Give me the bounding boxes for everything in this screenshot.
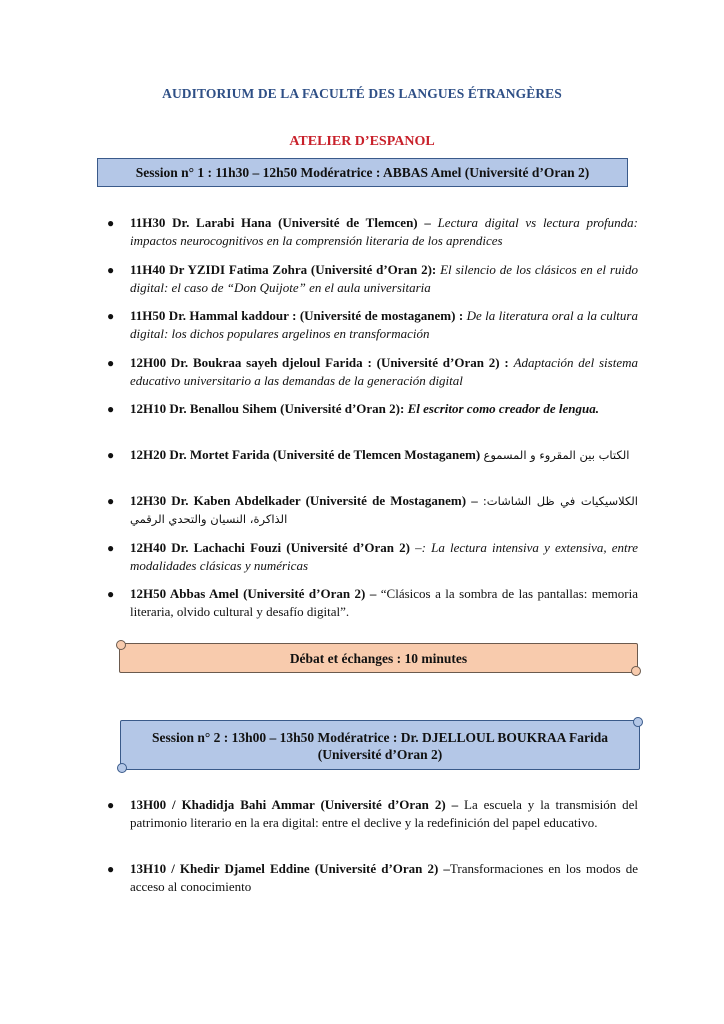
talk-speaker: 12H50 Abbas Amel (Université d’Oran 2) – — [130, 586, 381, 601]
talk-item: ● 12H40 Dr. Lachachi Fouzi (Université d’Oran 2) –: La lectura intensiva y extensiva, entre modalidades clásicas y numéricas — [107, 540, 638, 573]
talk-title: الكلاسيكيات في ظل الشاشات: الذاكرة، النسيان والتحدي الرقمي — [130, 494, 638, 526]
session-2-affiliation: (Université d’Oran 2) — [317, 747, 443, 762]
talk-item: ● 12H50 Abbas Amel (Université d’Oran 2) – “Clásicos a la sombra de las pantallas: memoria literaria, olvido cultural y desafío digital”. — [107, 586, 638, 619]
talk-speaker: 13H00 / Khadidja Bahi Ammar (Université d’Oran 2) – — [130, 797, 464, 812]
talk-title: Lectura digital vs lectura profunda: impactos neurocognitivos en la comprensión literaria de los aprendices — [130, 215, 638, 248]
talk-speaker: 12H30 Dr. Kaben Abdelkader (Université de Mostaganem) – — [130, 493, 483, 508]
talk-speaker: 13H10 / Khedir Djamel Eddine (Université d’Oran 2) – — [130, 861, 450, 876]
talk-title: الكتاب بين المقروء و المسموع — [483, 448, 630, 462]
talk-item: ● 12H10 Dr. Benallou Sihem (Université d’Oran 2): El escritor como creador de lengua. — [107, 401, 599, 416]
talk-title: El escritor como creador de lengua. — [407, 401, 599, 416]
talk-item: ● 13H00 / Khadidja Bahi Ammar (Université d’Oran 2) – La escuela y la transmisión del patrimonio literario en la era digital: entre el declive y la redefinición del papel educativo. — [107, 797, 638, 830]
talk-title: De la literatura oral a la cultura digital: los dichos populares argelinos en transformación — [130, 308, 638, 341]
talk-speaker: 11H40 Dr YZIDI Fatima Zohra (Université d’Oran 2): — [130, 262, 441, 277]
talk-title: El silencio de los clásicos en el ruido digital: el caso de “Don Quijote” en el aula universitaria — [130, 262, 639, 295]
talk-item: ● 12H30 Dr. Kaben Abdelkader (Université de Mostaganem) – الكلاسيكيات في ظل الشاشات: الذاكرة، النسيان والتحدي الرقمي — [107, 493, 638, 526]
talk-title: Transformaciones en los modos de acceso al conocimiento — [130, 861, 638, 894]
venue-heading: AUDITORIUM DE LA FACULTÉ DES LANGUES ÉTRANGÈRES — [162, 86, 562, 101]
talk-speaker: 11H30 Dr. Larabi Hana (Université de Tlemcen) – — [130, 215, 438, 230]
talk-speaker: 12H10 Dr. Benallou Sihem (Université d’Oran 2): — [130, 401, 408, 416]
talk-item: ● 11H40 Dr YZIDI Fatima Zohra (Université d’Oran 2): El silencio de los clásicos en el ruido digital: el caso de “Don Quijote” en el aula universitaria — [107, 262, 639, 295]
talk-title: –: La lectura intensiva y extensiva, entre modalidades clásicas y numéricas — [130, 540, 638, 573]
talk-speaker: 12H20 Dr. Mortet Farida (Université de Tlemcen Mostaganem) — [130, 447, 484, 462]
debate-banner: Débat et échanges : 10 minutes — [119, 643, 638, 673]
talk-title: “Clásicos a la sombra de las pantallas: memoria literaria, olvido cultural y desafío digital”. — [130, 586, 638, 619]
session-2-title: Session n° 2 : 13h00 – 13h50 Modératrice : Dr. DJELLOUL BOUKRAA Farida — [151, 730, 609, 745]
talk-title: La escuela y la transmisión del patrimonio literario en la era digital: entre el declive y la redefinición del papel educativo. — [130, 797, 638, 830]
talk-title: Adaptación del sistema educativo universitario a las demandas de la generación digital — [130, 355, 638, 388]
talk-item: ● 11H50 Dr. Hammal kaddour : (Université de mostaganem) : De la literatura oral a la cultura digital: los dichos populares argelinos en transformación — [107, 308, 638, 341]
talk-item: ● 12H00 Dr. Boukraa sayeh djeloul Farida : (Université d’Oran 2) : Adaptación del sistema educativo universitario a las demandas de la generación digital — [107, 355, 638, 388]
talk-speaker: 11H50 Dr. Hammal kaddour : (Université de mostaganem) : — [130, 308, 467, 323]
session-2-banner — [120, 720, 640, 770]
talk-item: ● 11H30 Dr. Larabi Hana (Université de Tlemcen) – Lectura digital vs lectura profunda: impactos neurocognitivos en la comprensión literaria de los aprendices — [107, 215, 638, 248]
talk-item: ● 13H10 / Khedir Djamel Eddine (Université d’Oran 2) –Transformaciones en los modos de acceso al conocimiento — [107, 861, 638, 894]
session-1-banner: Session n° 1 : 11h30 – 12h50 Modératrice : ABBAS Amel (Université d’Oran 2) — [97, 158, 628, 187]
talk-speaker: 12H00 Dr. Boukraa sayeh djeloul Farida : (Université d’Oran 2) : — [130, 355, 514, 370]
talk-speaker: 12H40 Dr. Lachachi Fouzi (Université d’Oran 2) — [130, 540, 416, 555]
workshop-heading: ATELIER D’ESPANOL — [289, 134, 435, 149]
talk-item: ● 12H20 Dr. Mortet Farida (Université de Tlemcen Mostaganem) الكتاب بين المقروء و المسموع — [107, 447, 630, 462]
